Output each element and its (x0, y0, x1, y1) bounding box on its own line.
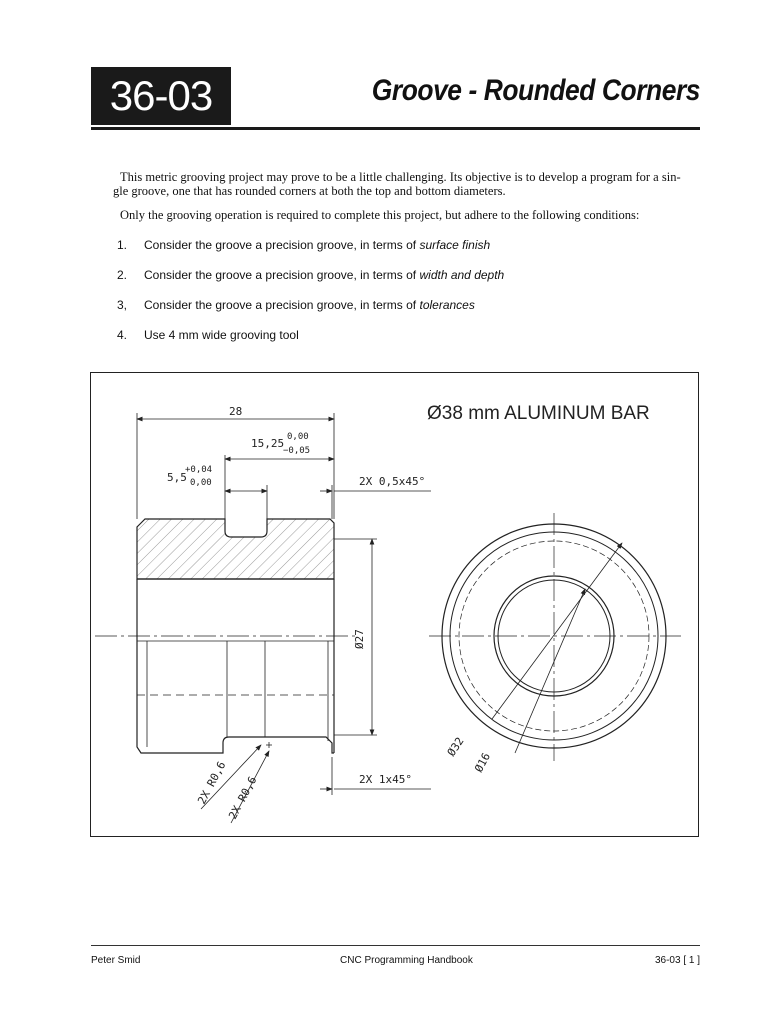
chamfer-bottom-label: 2X 1x45° (359, 773, 412, 786)
condition-text: Consider the groove a precision groove, in terms of (144, 298, 420, 312)
conditions-intro: Only the grooving operation is required to complete this project, but adhere to the following conditions: (120, 208, 640, 222)
end-view (429, 513, 681, 761)
page-title: Groove - Rounded Corners (371, 74, 700, 107)
condition-number: 3, (117, 298, 128, 312)
dim-groove-position-lower: −0,05 (283, 446, 311, 456)
condition-text: Consider the groove a precision groove, in terms of (144, 268, 420, 282)
footer-book: CNC Programming Handbook (340, 955, 473, 966)
technical-drawing (90, 372, 699, 837)
radius-label-2: 2X R0,6 (226, 774, 260, 822)
dia-16-label: Ø16 (472, 750, 493, 775)
footer-rule (91, 945, 700, 946)
condition-emphasis: tolerances (419, 298, 475, 312)
header-rule (91, 127, 700, 130)
dim-groove-position-upper: 0,00 (287, 432, 309, 442)
dim-groove-width-lower: 0,00 (190, 478, 212, 488)
condition-text: Use 4 mm wide grooving tool (144, 328, 299, 342)
condition-item (117, 298, 475, 312)
footer-page: 36-03 [ 1 ] (654, 955, 700, 966)
dim-length-label: 28 (229, 405, 243, 418)
side-view (95, 519, 356, 753)
dim-groove-width-upper: +0,04 (185, 465, 213, 475)
condition-number: 2. (117, 268, 128, 282)
condition-emphasis: width and depth (419, 268, 505, 282)
condition-item (117, 238, 490, 252)
dim-groove-position-label: 15,25 (251, 437, 285, 450)
condition-number: 4. (117, 328, 128, 342)
radius-label-1: 2X R0,6 (195, 759, 229, 807)
intro-line-1: This metric grooving project may prove to be a little challenging. Its objective is to develop a program for a sin- (120, 170, 681, 184)
dim-groove-position (225, 455, 334, 519)
condition-number: 1. (117, 238, 128, 252)
intro-line-2: gle groove, one that has rounded corners at both the top and bottom diameters. (113, 184, 506, 198)
condition-item (117, 328, 299, 342)
dim-groove-width-label: 5,5 (167, 471, 187, 484)
dim-length (137, 413, 334, 519)
intro-paragraph (113, 170, 701, 198)
dim-bore-label: Ø27 (353, 629, 366, 649)
dia-32-label: Ø32 (444, 734, 467, 759)
footer-author: Peter Smid (91, 955, 141, 966)
dim-groove-width (225, 485, 431, 519)
chamfer-top-label: 2X 0,5x45° (359, 475, 426, 488)
condition-emphasis: surface finish (419, 238, 491, 252)
condition-item (117, 268, 504, 282)
drawing-svg (91, 373, 700, 838)
condition-text: Consider the groove a precision groove, in terms of (144, 238, 420, 252)
material-label: Ø38 mm ALUMINUM BAR (427, 403, 650, 424)
chapter-badge: 36-03 (91, 67, 231, 125)
